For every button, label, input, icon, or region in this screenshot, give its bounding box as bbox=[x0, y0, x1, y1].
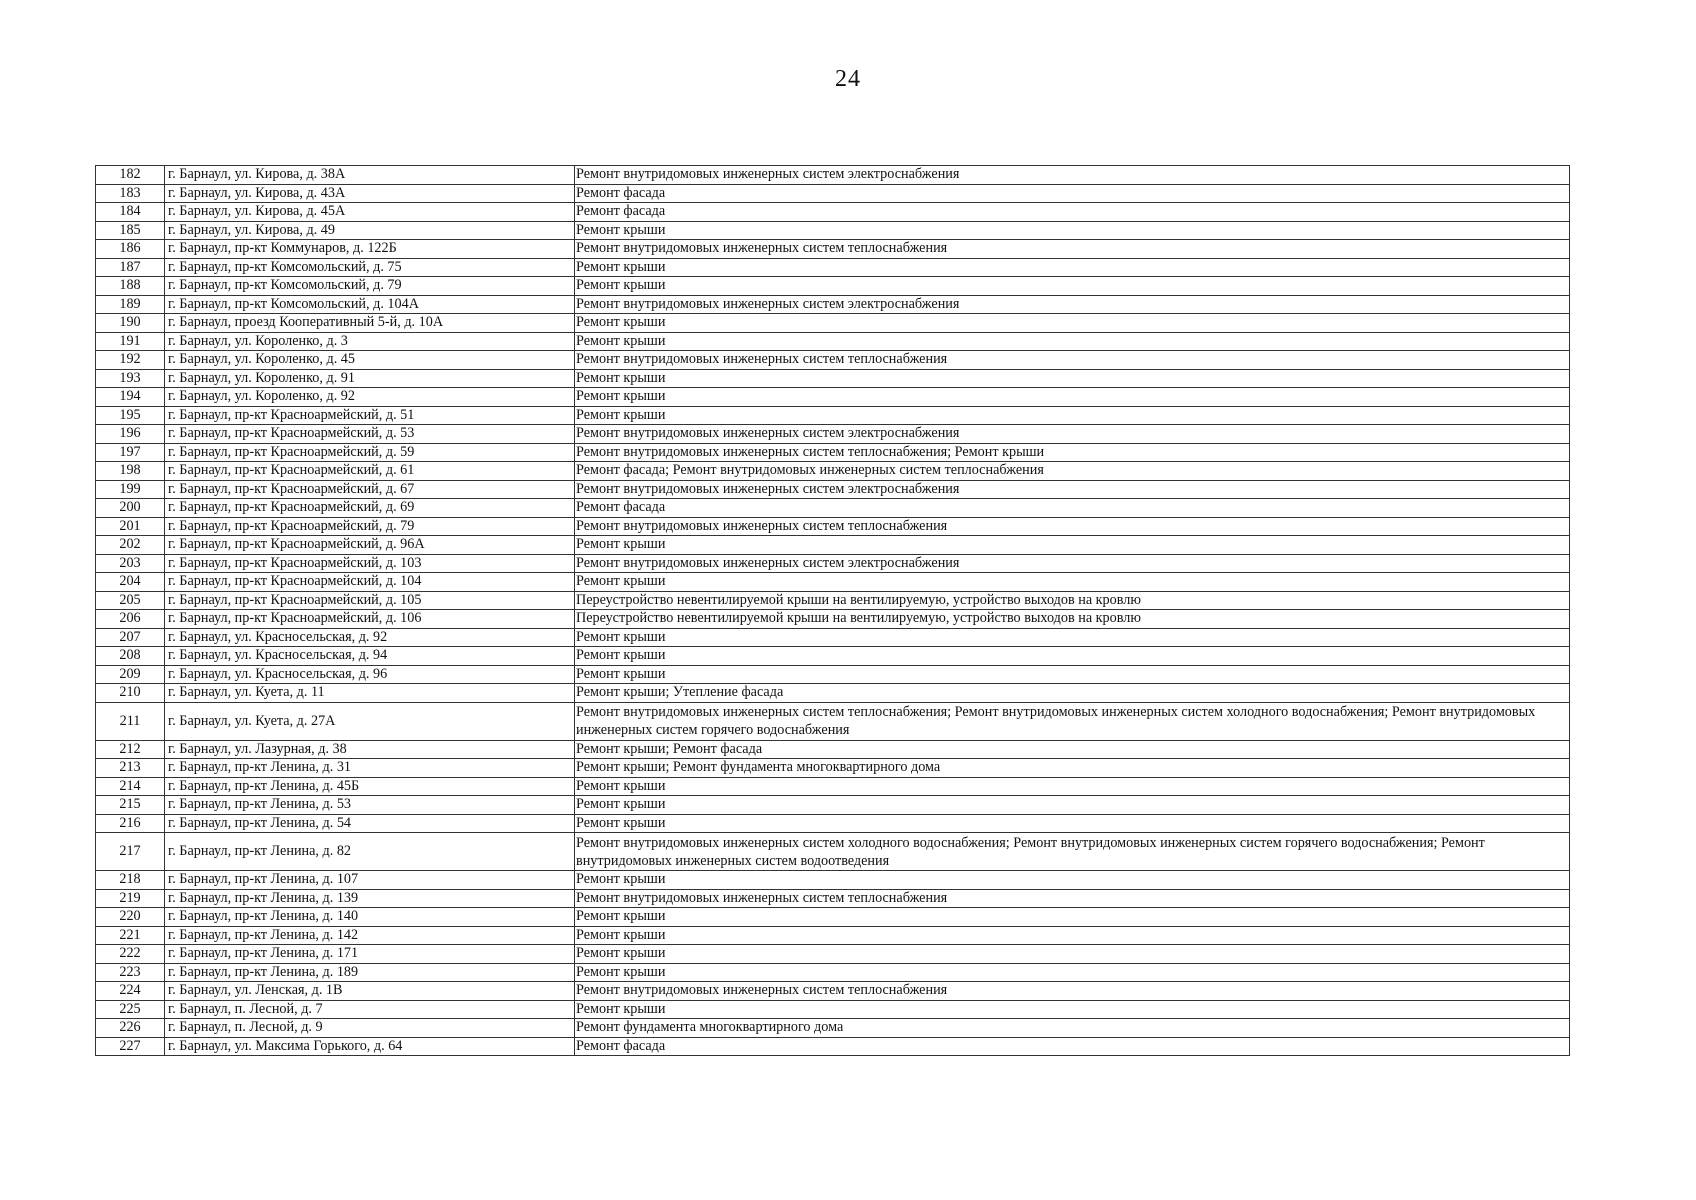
table-row bbox=[96, 277, 1570, 296]
row-address: г. Барнаул, пр-кт Красноармейский, д. 67 bbox=[165, 480, 575, 499]
row-work-type: Ремонт крыши bbox=[575, 908, 1570, 927]
table-row bbox=[96, 628, 1570, 647]
row-number: 210 bbox=[96, 684, 165, 703]
row-number: 199 bbox=[96, 480, 165, 499]
row-work-type: Ремонт фасада bbox=[575, 1037, 1570, 1056]
row-work-type: Переустройство невентилируемой крыши на вентилируемую, устройство выходов на кровлю bbox=[575, 591, 1570, 610]
row-address: г. Барнаул, пр-кт Комсомольский, д. 104А bbox=[165, 295, 575, 314]
row-work-type: Ремонт крыши bbox=[575, 628, 1570, 647]
table-row bbox=[96, 240, 1570, 259]
table-row bbox=[96, 499, 1570, 518]
row-address: г. Барнаул, ул. Красносельская, д. 94 bbox=[165, 647, 575, 666]
row-number: 186 bbox=[96, 240, 165, 259]
table-row bbox=[96, 702, 1570, 740]
row-number: 197 bbox=[96, 443, 165, 462]
page-number: 24 bbox=[835, 66, 861, 92]
table-row bbox=[96, 517, 1570, 536]
row-address: г. Барнаул, пр-кт Ленина, д. 171 bbox=[165, 945, 575, 964]
table-body bbox=[96, 166, 1570, 1056]
table-row bbox=[96, 573, 1570, 592]
row-address: г. Барнаул, пр-кт Красноармейский, д. 103 bbox=[165, 554, 575, 573]
row-work-type: Ремонт внутридомовых инженерных систем теплоснабжения; Ремонт внутридомовых инженерных систем холодного водоснабжения; Ремонт внутридомовых инженерных систем горячего водоснабжения bbox=[575, 702, 1570, 740]
row-work-type: Переустройство невентилируемой крыши на вентилируемую, устройство выходов на кровлю bbox=[575, 610, 1570, 629]
row-number: 204 bbox=[96, 573, 165, 592]
table-row bbox=[96, 425, 1570, 444]
table-row bbox=[96, 369, 1570, 388]
row-work-type: Ремонт внутридомовых инженерных систем теплоснабжения bbox=[575, 517, 1570, 536]
table-row bbox=[96, 203, 1570, 222]
table-row bbox=[96, 908, 1570, 927]
table-row bbox=[96, 871, 1570, 890]
row-work-type: Ремонт крыши bbox=[575, 647, 1570, 666]
row-work-type: Ремонт крыши bbox=[575, 406, 1570, 425]
row-address: г. Барнаул, пр-кт Ленина, д. 139 bbox=[165, 889, 575, 908]
table-row bbox=[96, 591, 1570, 610]
row-address: г. Барнаул, пр-кт Красноармейский, д. 96А bbox=[165, 536, 575, 555]
row-address: г. Барнаул, проезд Кооперативный 5-й, д. 10А bbox=[165, 314, 575, 333]
row-address: г. Барнаул, пр-кт Красноармейский, д. 79 bbox=[165, 517, 575, 536]
row-number: 193 bbox=[96, 369, 165, 388]
row-number: 192 bbox=[96, 351, 165, 370]
row-number: 205 bbox=[96, 591, 165, 610]
table-row bbox=[96, 351, 1570, 370]
table-row bbox=[96, 462, 1570, 481]
row-work-type: Ремонт фасада bbox=[575, 203, 1570, 222]
table-row bbox=[96, 814, 1570, 833]
table-row bbox=[96, 221, 1570, 240]
row-number: 213 bbox=[96, 759, 165, 778]
row-work-type: Ремонт внутридомовых инженерных систем теплоснабжения bbox=[575, 982, 1570, 1001]
table-row bbox=[96, 388, 1570, 407]
row-address: г. Барнаул, пр-кт Красноармейский, д. 59 bbox=[165, 443, 575, 462]
row-address: г. Барнаул, ул. Короленко, д. 92 bbox=[165, 388, 575, 407]
row-work-type: Ремонт внутридомовых инженерных систем электроснабжения bbox=[575, 554, 1570, 573]
row-number: 188 bbox=[96, 277, 165, 296]
row-address: г. Барнаул, пр-кт Коммунаров, д. 122Б bbox=[165, 240, 575, 259]
row-number: 200 bbox=[96, 499, 165, 518]
row-number: 183 bbox=[96, 184, 165, 203]
table-row bbox=[96, 258, 1570, 277]
row-work-type: Ремонт внутридомовых инженерных систем теплоснабжения bbox=[575, 889, 1570, 908]
table-row bbox=[96, 480, 1570, 499]
row-number: 224 bbox=[96, 982, 165, 1001]
row-address: г. Барнаул, пр-кт Красноармейский, д. 104 bbox=[165, 573, 575, 592]
row-address: г. Барнаул, пр-кт Ленина, д. 45Б bbox=[165, 777, 575, 796]
row-address: г. Барнаул, п. Лесной, д. 9 bbox=[165, 1019, 575, 1038]
table-row bbox=[96, 1000, 1570, 1019]
table-row bbox=[96, 926, 1570, 945]
row-address: г. Барнаул, пр-кт Ленина, д. 189 bbox=[165, 963, 575, 982]
row-number: 201 bbox=[96, 517, 165, 536]
row-work-type: Ремонт крыши bbox=[575, 314, 1570, 333]
row-work-type: Ремонт крыши bbox=[575, 369, 1570, 388]
row-work-type: Ремонт внутридомовых инженерных систем электроснабжения bbox=[575, 295, 1570, 314]
row-address: г. Барнаул, пр-кт Красноармейский, д. 69 bbox=[165, 499, 575, 518]
row-work-type: Ремонт внутридомовых инженерных систем электроснабжения bbox=[575, 425, 1570, 444]
row-address: г. Барнаул, ул. Кирова, д. 38А bbox=[165, 166, 575, 185]
row-number: 184 bbox=[96, 203, 165, 222]
table-row bbox=[96, 945, 1570, 964]
table-row bbox=[96, 982, 1570, 1001]
row-address: г. Барнаул, ул. Максима Горького, д. 64 bbox=[165, 1037, 575, 1056]
row-address: г. Барнаул, ул. Короленко, д. 45 bbox=[165, 351, 575, 370]
table-row bbox=[96, 684, 1570, 703]
table-row bbox=[96, 184, 1570, 203]
table-row bbox=[96, 443, 1570, 462]
table-row bbox=[96, 314, 1570, 333]
table-row bbox=[96, 1019, 1570, 1038]
row-address: г. Барнаул, пр-кт Комсомольский, д. 75 bbox=[165, 258, 575, 277]
row-number: 219 bbox=[96, 889, 165, 908]
row-work-type: Ремонт крыши bbox=[575, 573, 1570, 592]
row-address: г. Барнаул, ул. Ленская, д. 1В bbox=[165, 982, 575, 1001]
row-work-type: Ремонт внутридомовых инженерных систем холодного водоснабжения; Ремонт внутридомовых инженерных систем горячего водоснабжения; Ремонт внутридомовых инженерных систем водоотведения bbox=[575, 833, 1570, 871]
row-number: 196 bbox=[96, 425, 165, 444]
row-address: г. Барнаул, пр-кт Красноармейский, д. 61 bbox=[165, 462, 575, 481]
row-work-type: Ремонт крыши bbox=[575, 258, 1570, 277]
row-work-type: Ремонт крыши bbox=[575, 536, 1570, 555]
row-address: г. Барнаул, пр-кт Красноармейский, д. 106 bbox=[165, 610, 575, 629]
row-work-type: Ремонт фасада; Ремонт внутридомовых инженерных систем теплоснабжения bbox=[575, 462, 1570, 481]
row-address: г. Барнаул, ул. Кирова, д. 43А bbox=[165, 184, 575, 203]
row-work-type: Ремонт внутридомовых инженерных систем теплоснабжения bbox=[575, 240, 1570, 259]
row-number: 198 bbox=[96, 462, 165, 481]
table-row bbox=[96, 332, 1570, 351]
row-number: 209 bbox=[96, 665, 165, 684]
row-work-type: Ремонт крыши bbox=[575, 1000, 1570, 1019]
table-row bbox=[96, 759, 1570, 778]
row-work-type: Ремонт крыши bbox=[575, 277, 1570, 296]
table-row bbox=[96, 647, 1570, 666]
row-work-type: Ремонт крыши bbox=[575, 221, 1570, 240]
table-row bbox=[96, 166, 1570, 185]
row-address: г. Барнаул, пр-кт Комсомольский, д. 79 bbox=[165, 277, 575, 296]
row-work-type: Ремонт крыши bbox=[575, 963, 1570, 982]
row-address: г. Барнаул, пр-кт Ленина, д. 53 bbox=[165, 796, 575, 815]
row-address: г. Барнаул, ул. Короленко, д. 91 bbox=[165, 369, 575, 388]
row-address: г. Барнаул, пр-кт Красноармейский, д. 53 bbox=[165, 425, 575, 444]
row-address: г. Барнаул, пр-кт Ленина, д. 142 bbox=[165, 926, 575, 945]
row-address: г. Барнаул, ул. Куета, д. 11 bbox=[165, 684, 575, 703]
row-number: 215 bbox=[96, 796, 165, 815]
row-number: 223 bbox=[96, 963, 165, 982]
row-work-type: Ремонт внутридомовых инженерных систем электроснабжения bbox=[575, 166, 1570, 185]
row-address: г. Барнаул, пр-кт Ленина, д. 140 bbox=[165, 908, 575, 927]
row-number: 207 bbox=[96, 628, 165, 647]
table-row bbox=[96, 406, 1570, 425]
row-work-type: Ремонт крыши bbox=[575, 945, 1570, 964]
row-work-type: Ремонт крыши; Утепление фасада bbox=[575, 684, 1570, 703]
row-number: 221 bbox=[96, 926, 165, 945]
table-row bbox=[96, 536, 1570, 555]
row-number: 214 bbox=[96, 777, 165, 796]
row-address: г. Барнаул, пр-кт Красноармейский, д. 105 bbox=[165, 591, 575, 610]
row-work-type: Ремонт внутридомовых инженерных систем теплоснабжения bbox=[575, 351, 1570, 370]
row-number: 187 bbox=[96, 258, 165, 277]
row-number: 189 bbox=[96, 295, 165, 314]
table-row bbox=[96, 554, 1570, 573]
row-work-type: Ремонт крыши bbox=[575, 814, 1570, 833]
row-address: г. Барнаул, ул. Красносельская, д. 96 bbox=[165, 665, 575, 684]
row-number: 195 bbox=[96, 406, 165, 425]
row-number: 191 bbox=[96, 332, 165, 351]
row-number: 194 bbox=[96, 388, 165, 407]
table-row bbox=[96, 740, 1570, 759]
row-work-type: Ремонт фундамента многоквартирного дома bbox=[575, 1019, 1570, 1038]
row-address: г. Барнаул, ул. Короленко, д. 3 bbox=[165, 332, 575, 351]
row-work-type: Ремонт крыши bbox=[575, 926, 1570, 945]
repair-schedule-table bbox=[95, 165, 1570, 1056]
row-number: 202 bbox=[96, 536, 165, 555]
row-number: 218 bbox=[96, 871, 165, 890]
row-address: г. Барнаул, ул. Красносельская, д. 92 bbox=[165, 628, 575, 647]
row-address: г. Барнаул, п. Лесной, д. 7 bbox=[165, 1000, 575, 1019]
row-address: г. Барнаул, ул. Куета, д. 27А bbox=[165, 702, 575, 740]
table-row bbox=[96, 796, 1570, 815]
row-number: 211 bbox=[96, 702, 165, 740]
row-work-type: Ремонт крыши bbox=[575, 332, 1570, 351]
row-number: 217 bbox=[96, 833, 165, 871]
row-number: 227 bbox=[96, 1037, 165, 1056]
row-address: г. Барнаул, ул. Кирова, д. 49 bbox=[165, 221, 575, 240]
row-number: 226 bbox=[96, 1019, 165, 1038]
row-address: г. Барнаул, ул. Лазурная, д. 38 bbox=[165, 740, 575, 759]
row-work-type: Ремонт внутридомовых инженерных систем электроснабжения bbox=[575, 480, 1570, 499]
row-address: г. Барнаул, ул. Кирова, д. 45А bbox=[165, 203, 575, 222]
row-work-type: Ремонт фасада bbox=[575, 184, 1570, 203]
row-work-type: Ремонт фасада bbox=[575, 499, 1570, 518]
row-work-type: Ремонт крыши bbox=[575, 665, 1570, 684]
table-row bbox=[96, 889, 1570, 908]
table-row bbox=[96, 665, 1570, 684]
row-number: 212 bbox=[96, 740, 165, 759]
row-work-type: Ремонт крыши bbox=[575, 871, 1570, 890]
row-number: 190 bbox=[96, 314, 165, 333]
row-work-type: Ремонт крыши; Ремонт фундамента многоквартирного дома bbox=[575, 759, 1570, 778]
table-row bbox=[96, 777, 1570, 796]
table-row bbox=[96, 610, 1570, 629]
row-number: 222 bbox=[96, 945, 165, 964]
row-address: г. Барнаул, пр-кт Ленина, д. 54 bbox=[165, 814, 575, 833]
row-work-type: Ремонт внутридомовых инженерных систем теплоснабжения; Ремонт крыши bbox=[575, 443, 1570, 462]
table-row bbox=[96, 963, 1570, 982]
table-row bbox=[96, 295, 1570, 314]
row-address: г. Барнаул, пр-кт Красноармейский, д. 51 bbox=[165, 406, 575, 425]
row-number: 225 bbox=[96, 1000, 165, 1019]
row-number: 185 bbox=[96, 221, 165, 240]
row-number: 203 bbox=[96, 554, 165, 573]
row-number: 216 bbox=[96, 814, 165, 833]
row-address: г. Барнаул, пр-кт Ленина, д. 107 bbox=[165, 871, 575, 890]
row-work-type: Ремонт крыши bbox=[575, 796, 1570, 815]
row-address: г. Барнаул, пр-кт Ленина, д. 82 bbox=[165, 833, 575, 871]
row-address: г. Барнаул, пр-кт Ленина, д. 31 bbox=[165, 759, 575, 778]
row-number: 220 bbox=[96, 908, 165, 927]
table-row bbox=[96, 1037, 1570, 1056]
table-row bbox=[96, 833, 1570, 871]
row-work-type: Ремонт крыши bbox=[575, 777, 1570, 796]
row-number: 182 bbox=[96, 166, 165, 185]
row-number: 208 bbox=[96, 647, 165, 666]
row-work-type: Ремонт крыши; Ремонт фасада bbox=[575, 740, 1570, 759]
row-work-type: Ремонт крыши bbox=[575, 388, 1570, 407]
row-number: 206 bbox=[96, 610, 165, 629]
